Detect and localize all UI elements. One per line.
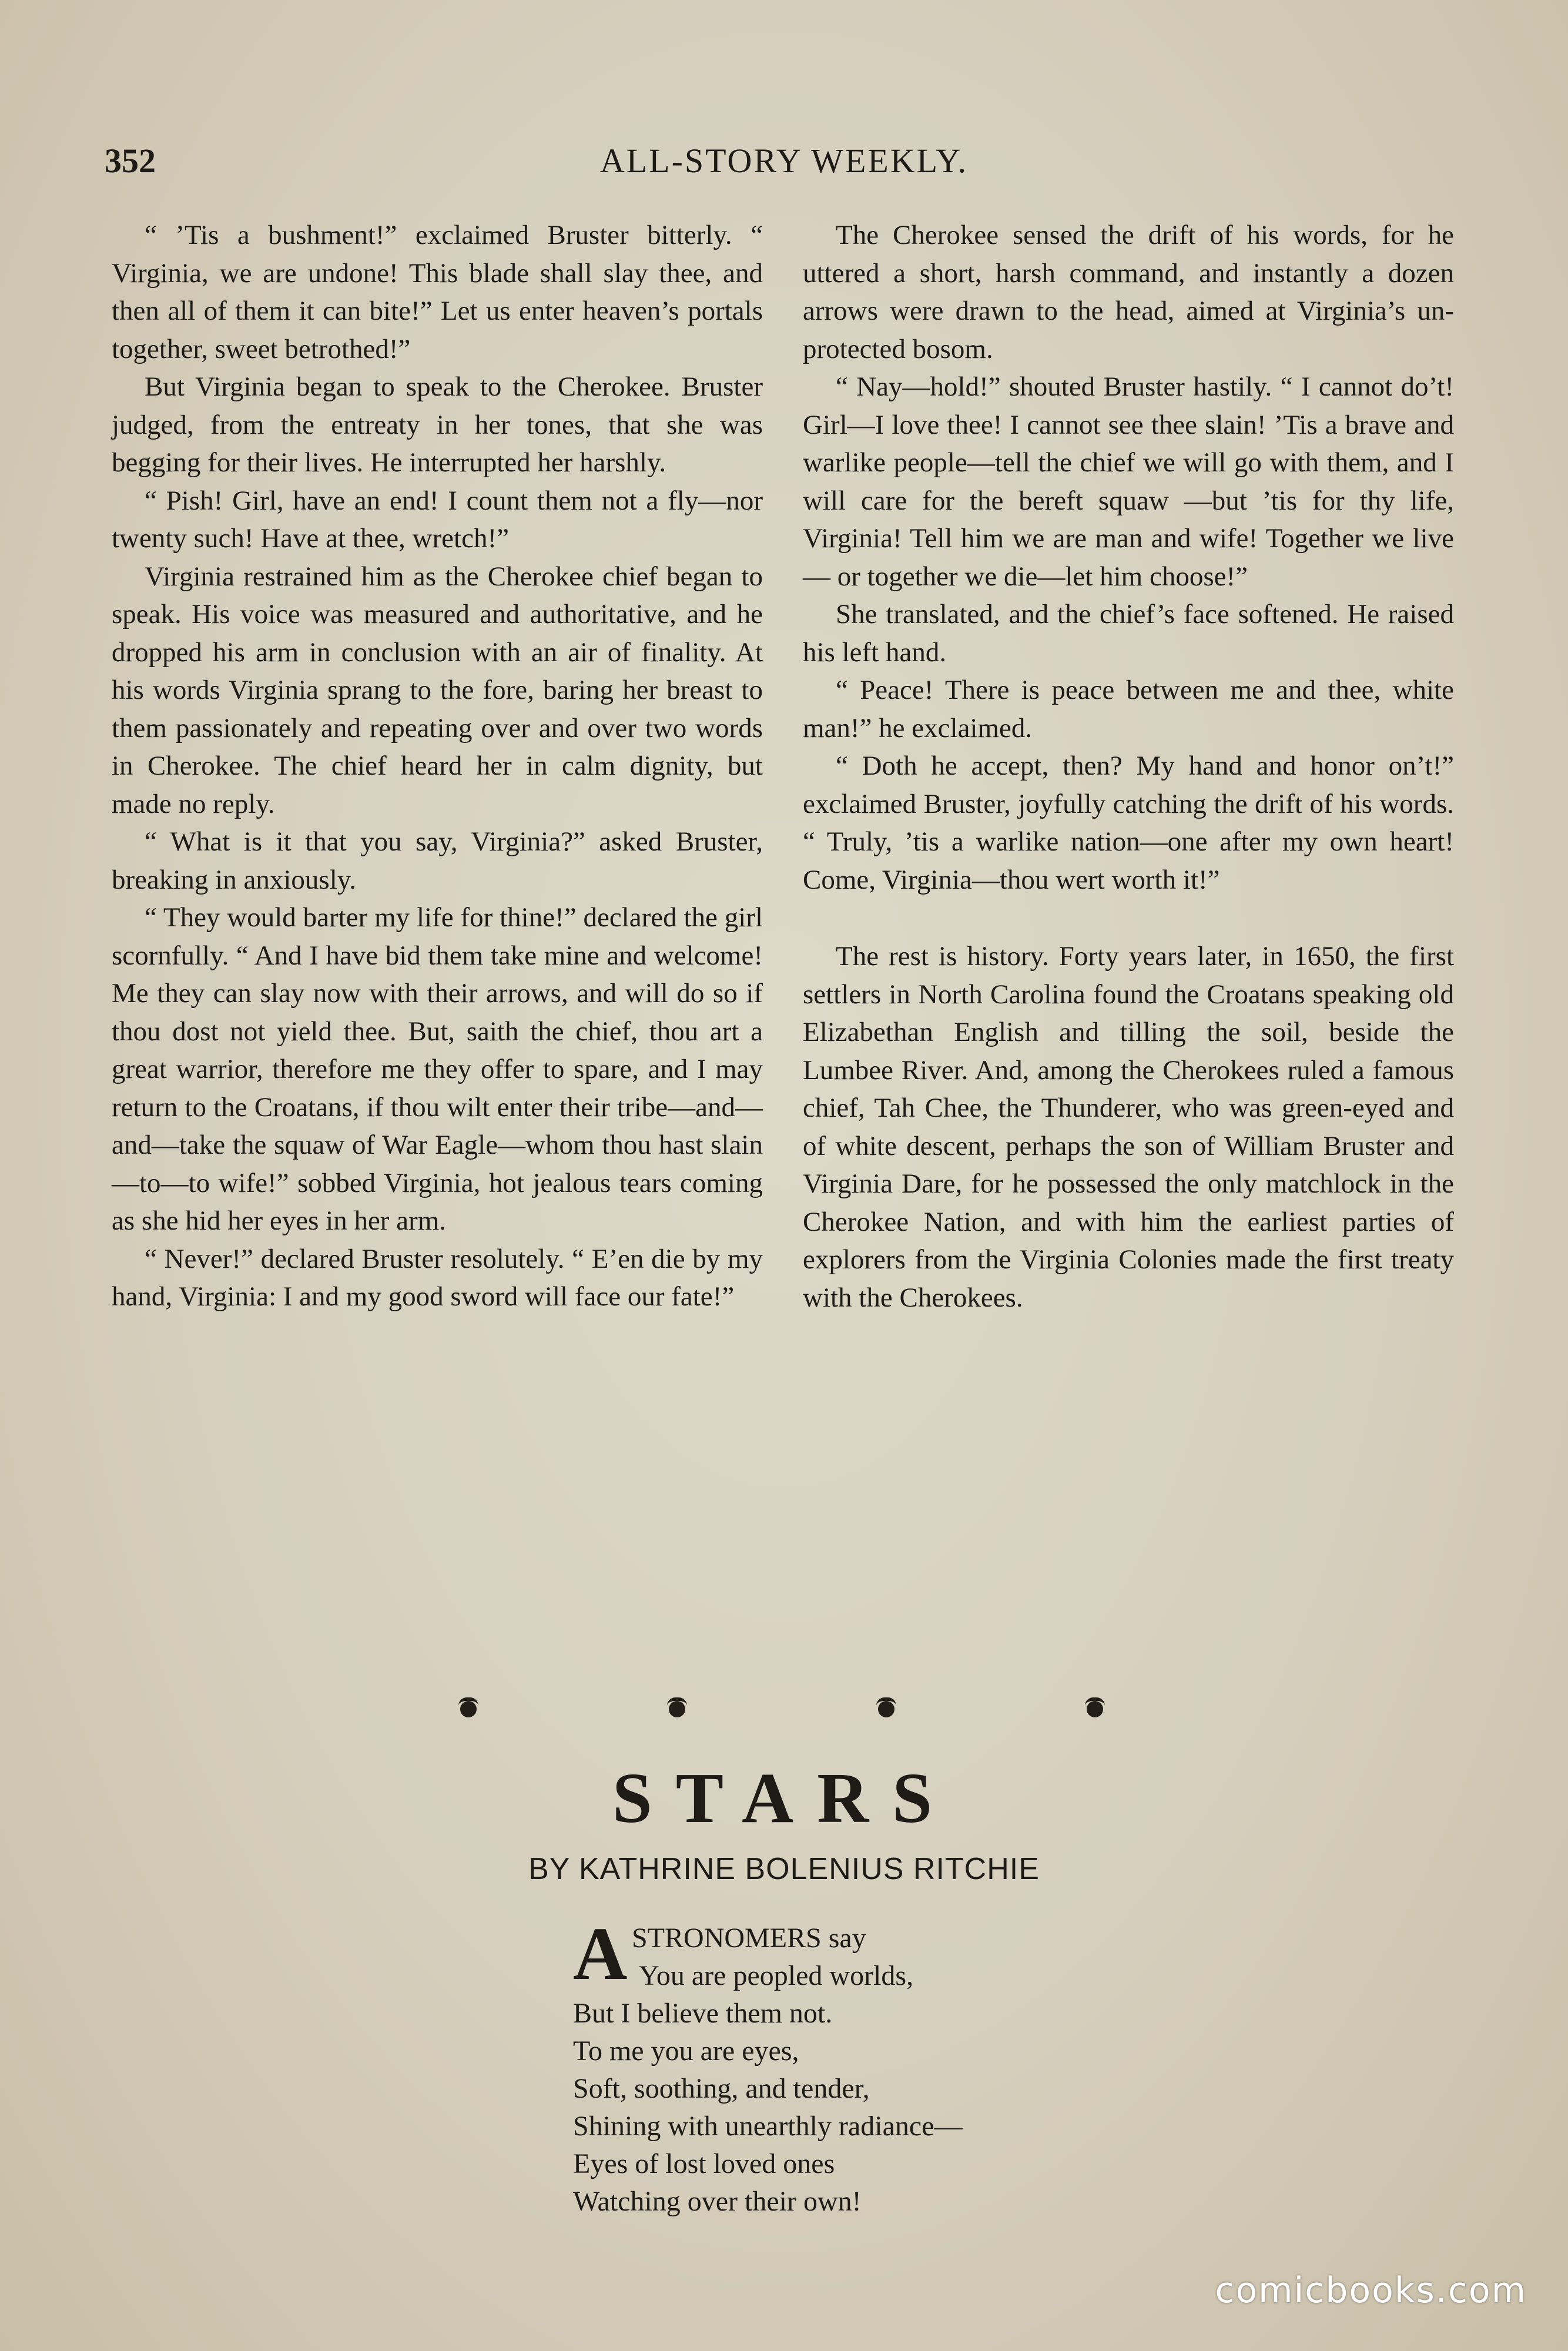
running-title: ALL-STORY WEEKLY. [599,142,969,180]
paragraph: “ Never!” declared Bruster resolutely. “ E’en die by my hand, Virginia: I and my good sword will face our fate!” [112,1243,763,1312]
right-column [803,216,1454,1317]
paragraph: “ Doth he accept, then? My hand and honor on’t!” exclaimed Bruster, joyfully catching the drift of his words. “ Truly, ’tis a warlike nation—one after my own heart! Come, Virginia—thou wert worth it!” [803,751,1454,895]
drop-cap: A [573,1912,628,1995]
page-header [105,141,1463,188]
ornament-icon [876,1697,896,1720]
poem-line: Shining with unearthly radiance— [573,2111,963,2142]
paragraph: She translated, and the chief’s face softened. He raised his left hand. [803,599,1454,668]
section-divider [458,1697,1105,1720]
ornament-icon [458,1697,478,1720]
poem-line: Watching over their own! [573,2186,862,2217]
poem-line: To me you are eyes, [573,2035,799,2067]
poem-byline: BY KATHRINE BOLENIUS RITCHIE [528,1852,1040,1886]
watermark: comicbooks.com [1215,2270,1527,2311]
poem-first-line: STRONOMERS say [632,1923,866,1954]
poem-body [573,1912,1161,2221]
paragraph: “ They would barter my life for thine!” declared the girl scornfully. “ And I have bid them take mine and welcome! Me they can slay now with their arrows, and will do so if thou dost not yield thee. But, saith the chief, thou art a great warrior, therefore me they offer to spare, and I may return to the Croatans, if thou wilt enter their tribe—and—and—take the squaw of War Eagle—whom thou hast slain—to—to wife!” sobbed Virginia, hot jealous tears coming as she hid her eyes in her arm. [112,902,763,1236]
page-number: 352 [105,142,156,180]
paragraph: The rest is history. Forty years later, in 1650, the first settlers in North Carolina found the Croatans speaking old Elizabethan English and tilling the soil, beside the Lumbee River. And, among the Cherokees ruled a famous chief, Tah Chee, the Thunderer, who was green-eyed and of white descent, perhaps the son of William Bruster and Virginia Dare, for he possessed the only matchlock in the Cherokee Nation, and with him the earliest parties of explorers from the Virginia Colonies made the first treaty with the Cherokees. [803,941,1454,1313]
paragraph: But Virginia began to speak to the Cherokee. Bruster judged, from the entreaty in her tones, that she was begging for their lives. He interrupted her harshly. [112,371,763,478]
paragraph: “ What is it that you say, Virginia?” asked Bruster, breaking in anxiously. [112,826,763,895]
paragraph: The Cherokee sensed the drift of his words, for he uttered a short, harsh command, and instantly a dozen arrows were drawn to the head, aimed at Virginia’s unprotected bosom. [803,220,1454,364]
poem-title: STARS [612,1759,956,1838]
paragraph: “ Pish! Girl, have an end! I count them not a fly—nor twenty such! Have at thee, wretch!” [112,485,763,554]
poem-line: You are peopled worlds, [639,1960,914,1991]
paragraph: “ Peace! There is peace between me and thee, white man!” he exclaimed. [803,675,1454,744]
poem-line: But I believe them not. [573,1998,833,2029]
paragraph: “ Nay—hold!” shouted Bruster hastily. “ I cannot do’t! Girl—I love thee! I cannot see thee slain! ’Tis a brave and warlike people—tell the chief we will go with them, and I will care for the bereft squaw —but ’tis for thy life, Virginia! Tell him we are man and wife! Together we live— or together we die—let him choose!” [803,371,1454,592]
poem-line: Eyes of lost loved ones [573,2148,835,2179]
ornament-icon [667,1697,687,1720]
poem-line: Soft, soothing, and tender, [573,2073,870,2104]
left-column [112,216,763,1316]
paragraph: “ ’Tis a bushment!” exclaimed Bruster bitterly. “ Virginia, we are undone! This blade shall slay thee, and then all of them it can bite!” Let us enter heaven’s portals together, sweet betrothed!” [112,220,763,364]
ornament-icon [1085,1697,1105,1720]
paragraph: Virginia restrained him as the Cherokee chief began to speak. His voice was measured and authoritative, and he dropped his arm in conclusion with an air of finality. At his words Virginia sprang to the fore, baring her breast to them passionately and repeating over and over two words in Cherokee. The chief heard her in calm dignity, but made no reply. [112,561,763,819]
